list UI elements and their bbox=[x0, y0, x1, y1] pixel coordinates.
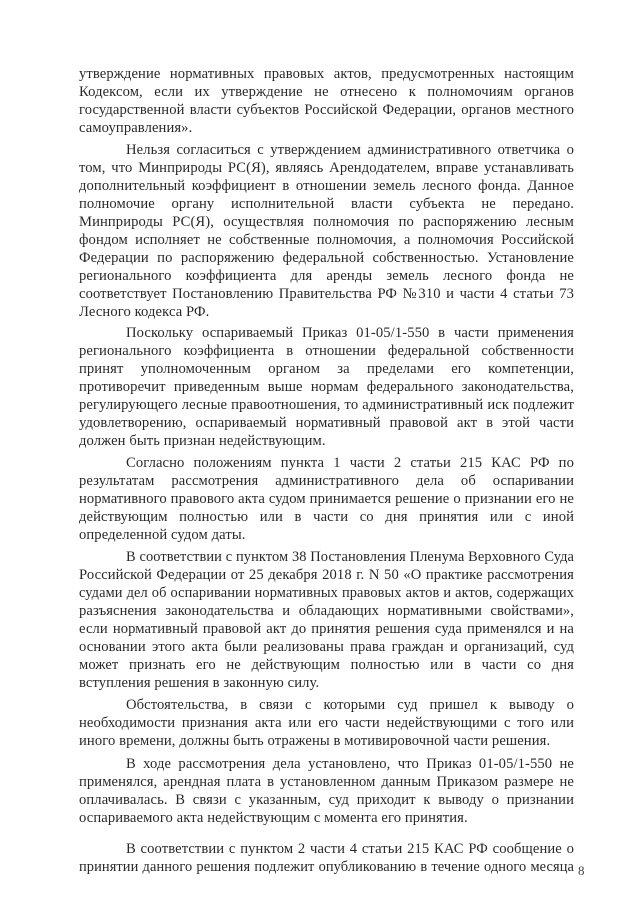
text-line: Обстоятельства, в связи с которыми суд пришел к выводу о bbox=[126, 697, 574, 713]
text-line: соответствует Постановлению Правительства РФ №310 и части 4 статьи 73 bbox=[79, 286, 574, 302]
text-line: оплачивалась. В связи с указанным, суд приходит к выводу о признании bbox=[79, 792, 574, 808]
text-line: необходимости признания акта или его части недействующими с того или bbox=[79, 715, 574, 731]
text-line: Поскольку оспариваемый Приказ 01-05/1-550 в части применения bbox=[126, 325, 574, 341]
text-line: определенной судом даты. bbox=[79, 527, 246, 543]
text-line: фондом исполняет не собственные полномочия, а полномочия Российской bbox=[79, 232, 574, 248]
text-line: Российской Федерации от 25 декабря 2018 г. N 50 «О практике рассмотрения bbox=[79, 567, 574, 583]
text-line: Нельзя согласиться с утверждением административного ответчика о bbox=[126, 142, 574, 158]
text-line: действующим полностью или в части со дня принятия или с иной bbox=[79, 509, 574, 525]
text-line: Согласно положениям пункта 1 части 2 статьи 215 КАС РФ по bbox=[126, 455, 574, 471]
text-line: регулирующего лесные правоотношения, то административный иск подлежит bbox=[79, 397, 574, 413]
text-line: принят уполномоченным органом за пределами его компетенции, bbox=[79, 361, 574, 377]
text-line: основании этого акта были реализованы права граждан и организаций, суд bbox=[79, 639, 574, 655]
text-line: нормативного правового акта судом принимается решение о признании его не bbox=[79, 491, 574, 507]
text-line: регионального коэффициента в отношении федеральной собственности bbox=[79, 343, 574, 359]
text-line: Кодексом, если их утверждение не отнесено к полномочиям органов bbox=[79, 84, 574, 100]
text-line: должен быть признан недействующим. bbox=[79, 433, 326, 449]
text-line: государственной власти субъектов Российской Федерации, органов местного bbox=[79, 102, 574, 118]
text-line: удовлетворению, оспариваемый нормативный правовой акт в этой части bbox=[79, 415, 574, 431]
text-line: принятии данного решения подлежит опубликованию в течение одного месяца bbox=[79, 859, 574, 875]
text-line: может признать его не действующим полностью или в части со дня bbox=[79, 657, 574, 673]
text-line: В ходе рассмотрения дела установлено, что Приказ 01-05/1-550 не bbox=[126, 756, 574, 772]
text-line: том, что Минприроды РС(Я), являясь Арендодателем, вправе устанавливать bbox=[79, 160, 574, 176]
text-line: утверждение нормативных правовых актов, предусмотренных настоящим bbox=[79, 66, 574, 82]
text-line: иного времени, должны быть отражены в мотивировочной части решения. bbox=[79, 733, 551, 749]
text-line: Минприроды РС(Я), осуществляя полномочия по распоряжению лесным bbox=[79, 214, 574, 230]
text-line: противоречит приведенным выше нормам федерального законодательства, bbox=[79, 379, 574, 395]
text-line: регионального коэффициента для аренды земель лесного фонда не bbox=[79, 268, 574, 284]
text-line: результатам рассмотрения административного дела об оспаривании bbox=[79, 473, 574, 489]
text-line: дополнительный коэффициент в отношении земель лесного фонда. Данное bbox=[79, 178, 574, 194]
page-number: 8 bbox=[578, 863, 585, 878]
text-line: разъяснения законодательства и обладающих нормативными свойствами», bbox=[79, 603, 574, 619]
text-line: Лесного кодекса РФ. bbox=[79, 304, 210, 320]
text-line: В соответствии с пунктом 38 Постановления Пленума Верховного Суда bbox=[126, 549, 574, 565]
text-line: применялся, арендная плата в установленном данным Приказом размере не bbox=[79, 774, 574, 790]
text-line: если нормативный правовой акт до принятия решения суда применялся и на bbox=[79, 621, 574, 637]
text-line: Федерации по распоряжению федеральной собственностью. Установление bbox=[79, 250, 574, 266]
text-line: самоуправления». bbox=[79, 120, 193, 136]
text-line: В соответствии с пунктом 2 части 4 статьи 215 КАС РФ сообщение о bbox=[126, 841, 574, 857]
text-line: полномочие органу исполнительной власти субъекта не передано. bbox=[79, 196, 574, 212]
text-line: судами дел об оспаривании нормативных правовых актов и актов, содержащих bbox=[79, 585, 574, 601]
text-line: оспариваемого акта недействующим с момента его принятия. bbox=[79, 810, 468, 826]
text-line: вступления решения в законную силу. bbox=[79, 675, 320, 691]
